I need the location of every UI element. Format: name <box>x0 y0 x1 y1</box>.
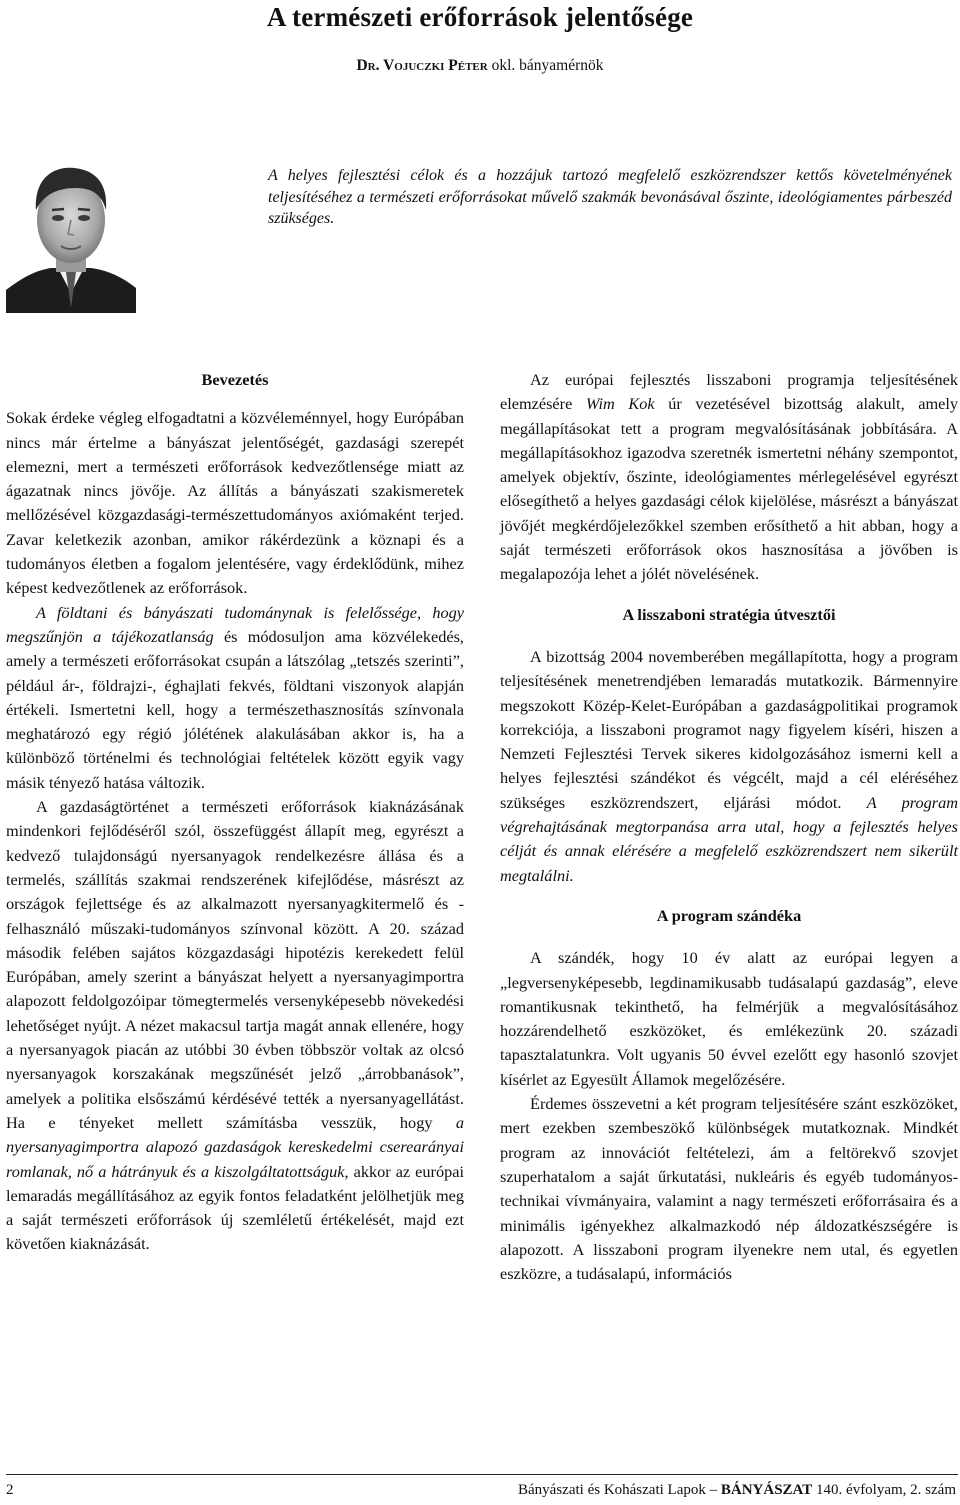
section-heading-lisbon-strategy: A lisszaboni stratégia útvesztői <box>622 604 836 624</box>
article-title: A természeti erőforrások jelentősége <box>266 2 694 32</box>
emphasis-text: a nyersanyagimportra alapozó gazdaságok kereskedelmi cserearányai romlanak, nő a hátrányuk és a kiszolgáltatottságuk <box>6 1112 464 1181</box>
person-name: Wim Kok <box>585 394 655 414</box>
journal-section: BÁNYÁSZAT <box>720 1482 813 1498</box>
emphasis-text: A program végrehajtásának megtorpanása arra utal, hogy a fejlesztés helyes célját és annak elérésére a megfelelő eszközrendszert nem sikerült megtalálni. <box>500 792 958 885</box>
paragraph <box>500 645 958 888</box>
paragraph-text: és módosuljon ama közvélekedés, amely a természeti erőforrásokat csupán a látszólag „tetszés szerinti”, például ár-, földrajzi-, éghajlati fekvés, földtani viszonyok alapján értékeli. Ismertetni kell, hogy a természethasznosítás színvonala meghatározó egy régió jólétének alakulásában akkor is, ha a különböző történelmi és technológiai feltételek között egyik vagy másik tényező hatása változik. <box>6 626 464 792</box>
byline <box>0 57 960 75</box>
author-portrait <box>6 158 136 313</box>
section-heading-introduction: Bevezetés <box>201 370 269 389</box>
paragraph-text: A bizottság 2004 novemberében megállapította, hogy a program teljesítésének menetrendjében lemaradás mutatkozik. Bármennyire megszokott Közép-Kelet-Európában a gazdaságpolitikai programok korrekciója, a lisszaboni programot nagy figyelem kíséri, hiszen a Nemzeti Fejlesztési Tervek sikeres kidolgozásához ismerni kell a helyes fejlesztési szándékot és végcélt, majd a cél eléréséhez szükséges eszközrendszert, eljárási módot. <box>500 646 958 812</box>
paragraph: Érdemes összevetni a két program teljesítésére szánt eszközöket, mert ezekben szembeszökő különbségek mutatkoznak. Mindkét program az innovációt feltételezi, ám a feltörekvő szovjet szuperhatalom a saját űrkutatási, nukleáris és egyéb tudományos-technikai vívmányaira, valamint a nagy természeti erőforrásaira és a minimális igényekhez alkalmazkodó nép áldozatkészségére is alapozott. A lisszaboni program ilyenekre nem utal, és egyetlen eszközre, a tudásalapú, információs <box>500 1094 958 1284</box>
paragraph <box>6 601 464 795</box>
paragraph-text: A gazdaságtörténet a természeti erőforrások kiaknázásának mindenkori fejlődéséről szól, összefüggést állapít meg, egyrészt a kedvező tulajdonságú nyersanyagok rendelkezésre állása és a termelés, szállítás szakmai rendszerének kifejlődése, másrészt az országok fejlettsége és az alkalmazott nyersanyagkitermelő és -felhasználó műszaki-tudományos színvonal között. A 20. század második felében sajátos közgazdasági hipotézis kerekedett felül Európában, amely szerint a bányászat helyett a nyersanyagimportra alapozott feldolgozóipar tömegtermelés versenyképesebb növekedési lehetőséget nyújt. A nézet makacsul tartja magát annak ellenére, hogy a nyersanyagok piacán az utóbbi 30 évben többször voltak az olcsó nyersanyagok korszakának megszűnését jelző „árrobbanások”, amelyek a politika elsőszámú kérdésévé tették a nyersanyagellátást. Ha e tényeket mellett számításba vesszük, hogy <box>6 797 464 1132</box>
paragraph-text: , akkor az európai lemaradás megállításához az egyik fontos feladatként jelölhetjük meg a saját természeti erőforrások új szemléletű értékelését, majd ezt követően kiaknázását. <box>6 1161 465 1254</box>
article-lead: A helyes fejlesztési célok és a hozzájuk tartozó megfelelő eszközrendszer kettős követelményének teljesítéséhez a természeti erőforrásokat művelő szakmák bevonásával őszinte, ideológiamentes párbeszéd szükséges. <box>268 167 952 227</box>
journal-issue: 140. évfolyam, 2. szám <box>812 1482 956 1498</box>
journal-name: Bányászati és Kohászati Lapok – <box>518 1482 721 1498</box>
paragraph <box>6 795 464 1257</box>
paragraph-text: úr vezetésével bizottság alakult, amely megállapításokat tett a program megvalósításának jobbítására. A megállapításokhoz igazodva szeretnék ismertetni néhány szempontot, amelyek objektív, őszinte, ideológiamentes mérlegelésével egyrészt elősegíthető a helyes gazdasági célok kijelölése, másrészt a bányászat jövőjét megkérdőjelezőkkel szemben erősíthető a hit abban, hogy a saját természeti erőforrások okos hasznosítása a jövőben is megalapozója lehet a jólét növelésének. <box>500 394 958 584</box>
left-column <box>6 368 464 1257</box>
paragraph: A szándék, hogy 10 év alatt az európai legyen a „legversenyképesebb, legdinamikusabb tudásalapú gazdaság”, eleve romantikusnak tekinthető, ha felmérjük a megvalósításához hozzárendelhető eszközöket, és emlékezünk 20. századi tapasztalatunkra. Volt ugyanis 50 évvel ezelőtt egy hasonló szovjet kísérlet az Egyesült Államok megelőzésére. <box>500 948 958 1089</box>
right-column <box>500 368 958 1286</box>
paragraph: Sokak érdeke végleg elfogadtatni a közvéleménnyel, hogy Európában nincs már értelme a bányászat jelentőségét, gazdasági szerepét elemezni, mert a természeti erőforrások kedvezőtlensége miatt az ágazatnak nincs jövője. Az állítás a bányászati szakismeretek mellőzésével közgazdasági-természettudományos axiómaként terjed. Zavar keletkezik azonban, amikor rákérdezünk a köznapi és a tudományos életben a fogalom jelentésére, vagy érdeklődünk, mihez képest kedvezőtlenek az erőforrások. <box>6 408 464 598</box>
footer-rule <box>6 1474 958 1475</box>
author-name: Dr. Vojuczki Péter <box>356 57 488 74</box>
section-heading-program-intent: A program szándéka <box>656 905 802 925</box>
author-role: okl. bányamérnök <box>487 57 604 74</box>
paragraph-text: Az európai fejlesztés lisszaboni programja teljesítésének elemzésére <box>500 370 958 414</box>
emphasis-text: A földtani és bányászati tudománynak is felelőssége, hogy megszűnjön a tájékozatlanság <box>6 602 464 646</box>
page-number: 2 <box>6 1482 14 1498</box>
journal-info <box>518 1482 956 1499</box>
paragraph <box>500 368 958 587</box>
